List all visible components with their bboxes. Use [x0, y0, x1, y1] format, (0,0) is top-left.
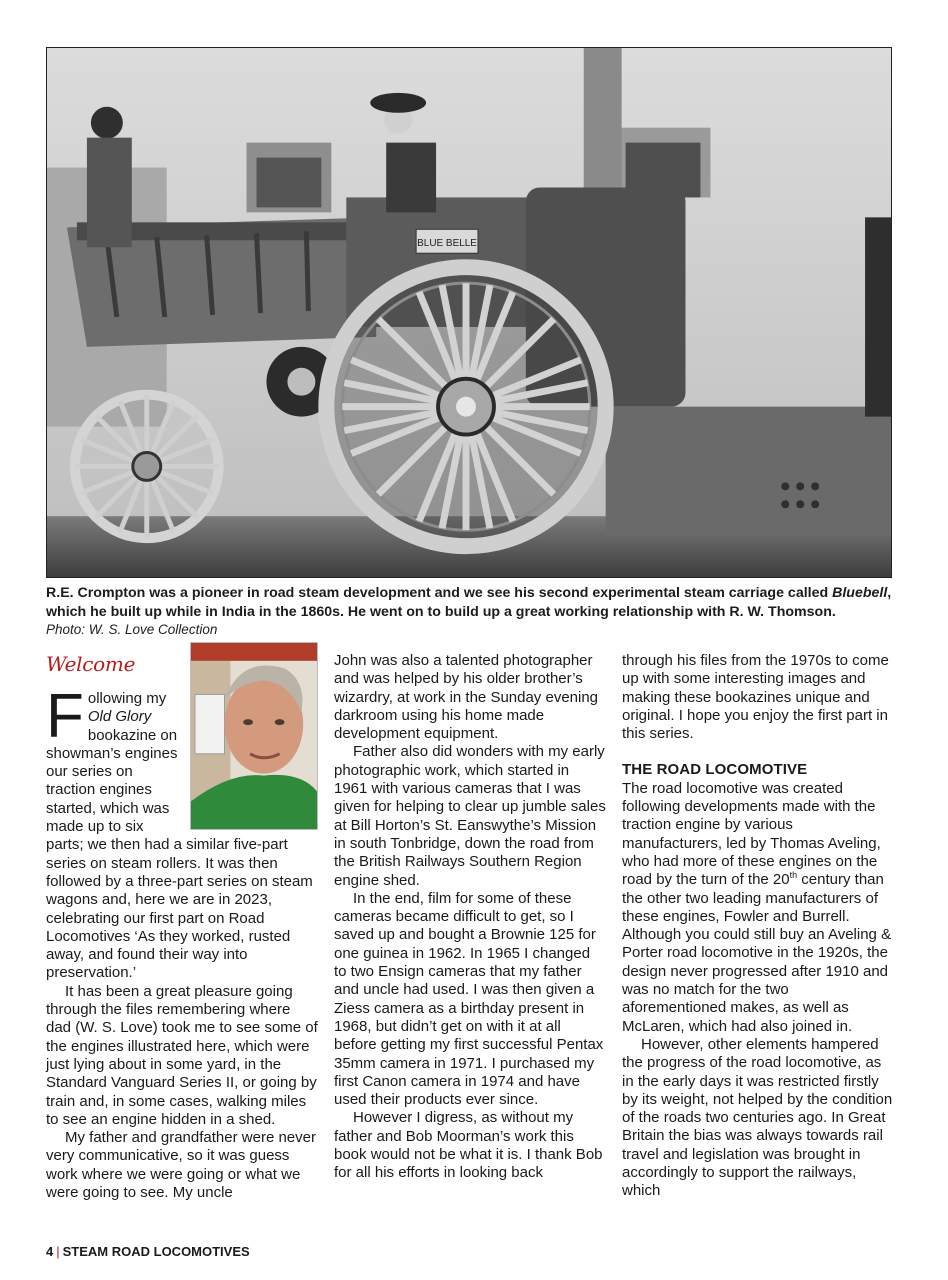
paragraph-text: ollowing my	[87, 690, 167, 707]
steam-carriage-photo-icon	[47, 48, 891, 577]
paragraph: John was also a talented photographer and was helped by his older brother’s wizardry, at work in the Sunday evening darkroom using his home made development equipment.	[334, 652, 599, 743]
nameplate-label: BLUE BELLE	[417, 238, 477, 250]
section-subheading: THE ROAD LOCOMOTIVE	[622, 761, 808, 779]
caption-italic-name: Bluebell	[832, 585, 888, 601]
footer-separator: |	[56, 1244, 60, 1259]
publication-title: STEAM ROAD LOCOMOTIVES	[62, 1244, 250, 1259]
steam-carriage-photo	[46, 47, 892, 578]
photo-caption	[46, 584, 896, 622]
page-footer	[46, 1244, 250, 1259]
superscript: th	[789, 870, 798, 881]
page-number: 4	[46, 1244, 54, 1259]
caption-text-before: R.E. Crompton was a pioneer in road steam development and we see his second experimental steam carriage called	[46, 585, 833, 601]
paragraph: In the end, film for some of these cameras became difficult to get, so I saved up and bought a Brownie 125 for one guinea in 1962. In 1965 I changed to two Ensign cameras that my father and uncle had used. I was then given a Ziess camera as a birthday present in 1968, but didn’t get on with it at all before getting my first successful Pentax 35mm camera in 1971. I purchased my first Canon camera in 1974 and have used their products ever since.	[334, 889, 604, 1109]
article-column-2	[334, 652, 606, 1183]
author-portrait-icon	[191, 643, 317, 829]
paragraph: Father also did wonders with my early photographic work, which started in 1961 with various cameras that I was given for helping to clear up jumble sales at Bill Horton’s St. Eanswythe’s Mission in south Tonbridge, down the road from the British Railways Southern Region engine shed.	[334, 743, 606, 889]
paragraph-text: bookazine on showman’s engines our series on traction engines started, which was made up to six parts; we then had a similar five-part series on steam rollers. It was then followed by a three-part series on steam wagons and, here we are in 2023, celebrating our first part on Road Locomotives ‘As they worked, rusted away, and found their way into preservation.’	[46, 726, 313, 982]
welcome-heading: Welcome	[46, 652, 136, 676]
drop-cap: F	[46, 682, 84, 751]
paragraph-text: century than the other two leading manufacturers of these engines, Fowler and Burrell. Although you could still buy an Aveling & Porter road locomotive in the 1920s, the design never progressed after 1910 and was no match for the two aforementioned makes, as well as McLaren, which had also joined in.	[622, 871, 892, 1035]
paragraph	[622, 780, 894, 1036]
photo-credit: Photo: W. S. Love Collection	[46, 622, 218, 637]
paragraph: through his files from the 1970s to come up with some interesting images and making these bookazines unique and original. I hope you enjoy the first part in this series.	[622, 652, 889, 743]
article-column-1	[46, 652, 318, 1202]
paragraph-text: The road locomotive was created following developments made with the traction engine by various manufacturers, led by Thomas Aveling, who had more of these engines on the road by the turn of the 20	[622, 779, 881, 889]
paragraph: However, other elements hampered the progress of the road locomotive, as in the early days it was restricted firstly by its weight, not helped by the condition of the roads two centuries ago. In Great Britain the bias was always towards rail travel and legislation was brought in accordingly to support the railways, which	[622, 1035, 893, 1200]
author-portrait	[190, 642, 318, 830]
old-glory-title: Old Glory	[87, 708, 152, 726]
paragraph: However I digress, as without my father and Bob Moorman’s work this book would not be what it is. I thank Bob for all his efforts in looking back	[334, 1109, 603, 1182]
article-column-3	[622, 652, 894, 1201]
paragraph: It has been a great pleasure going through the files remembering where dad (W. S. Love) took me to see some of the engines illustrated here, which were just lying about in some yard, in the Standard Vanguard Series II, or going by train and, in some cases, walking miles to see an engine hidden in a shed.	[46, 982, 318, 1128]
paragraph: My father and grandfather were never very communicative, so it was guess work where we were going or what we were going to see. My uncle	[46, 1129, 316, 1202]
caption-text-after: , which he built up while in India in the 1860s. He went on to build up a great working relationship with R. W. Thomson.	[46, 585, 892, 620]
